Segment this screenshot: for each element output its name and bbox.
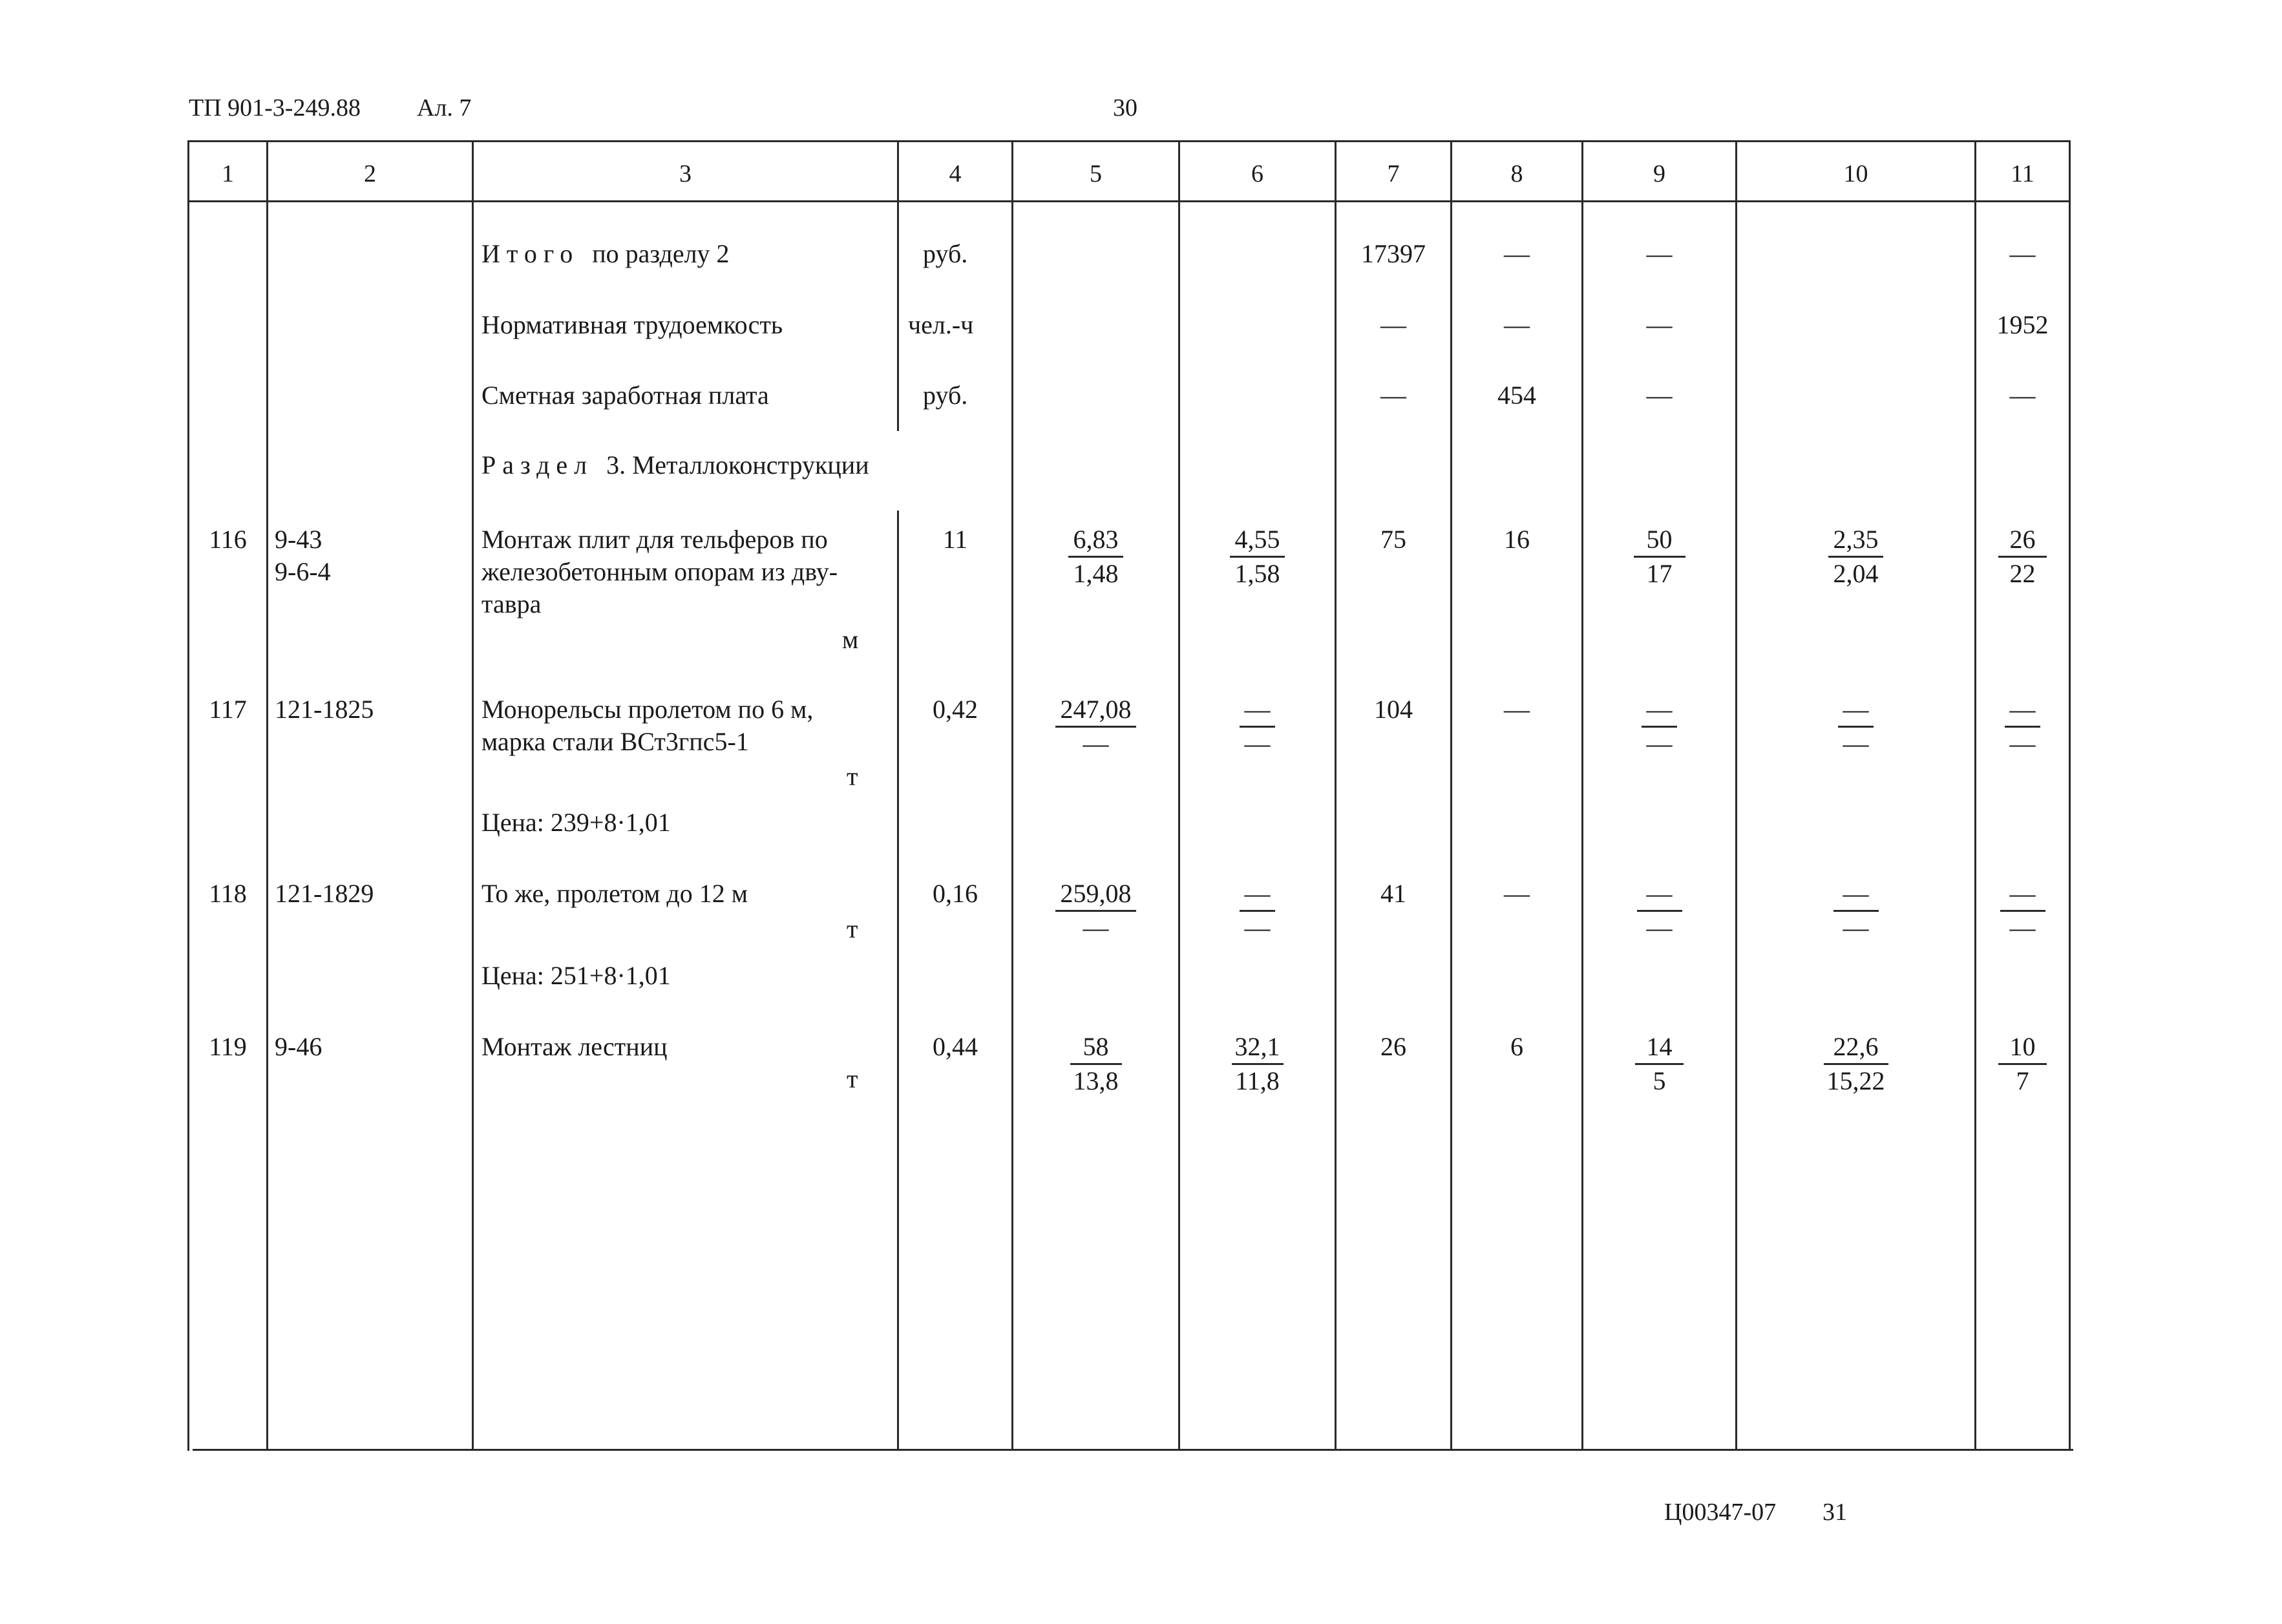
row-c8: 6 (1510, 1032, 1523, 1061)
summary-labor-c9: — (1646, 310, 1673, 339)
row-name: То же, пролетом до 12 м (481, 879, 748, 908)
fraction-top: — (1843, 879, 1869, 908)
summary-wage-c7: — (1380, 381, 1406, 410)
fraction-bottom: 5 (1653, 1066, 1666, 1095)
fraction-bottom: — (1843, 913, 1869, 942)
fraction-bottom: — (1646, 913, 1673, 942)
table-top-border (187, 140, 2069, 142)
row-name: железобетонным опорам из дву- (481, 557, 838, 586)
footer-sheet-number: 31 (1822, 1499, 1847, 1526)
row-c5-fraction (1013, 878, 1178, 944)
row-name: Монтаж лестниц (481, 1032, 668, 1061)
row-unit: т (847, 914, 858, 944)
row-c7: 75 (1380, 525, 1406, 554)
col-line (266, 140, 268, 1451)
section-heading-spaced: Раздел (481, 450, 594, 480)
column-number: 7 (1387, 160, 1400, 187)
row-unit: т (847, 1064, 858, 1093)
row-unit: т (847, 762, 858, 791)
row-c8: — (1504, 879, 1530, 908)
document-code: ТП 901-3-249.88 (189, 94, 361, 121)
row-name: марка стали ВСт3гпс5-1 (481, 727, 749, 756)
row-c6-fraction (1180, 1031, 1335, 1097)
column-number: 4 (949, 160, 962, 187)
row-code: 9-6-4 (275, 557, 331, 586)
summary-total-c9: — (1646, 239, 1673, 268)
row-name: тавра (481, 589, 542, 618)
row-c5-fraction (1013, 1031, 1178, 1097)
column-number: 11 (2011, 160, 2034, 187)
fraction-top: — (2009, 695, 2036, 724)
row-number: 119 (209, 1032, 247, 1061)
fraction-top: — (1646, 879, 1673, 908)
summary-total-label-rest: по разделу 2 (592, 239, 730, 268)
row-unit: м (842, 625, 859, 654)
row-number: 117 (209, 695, 247, 724)
summary-wage-c9: — (1646, 381, 1673, 410)
col-line (897, 511, 899, 1451)
summary-labor-c11: 1952 (1996, 310, 2049, 339)
page-number: 30 (1113, 94, 1137, 121)
fraction-top: 14 (1646, 1032, 1673, 1061)
row-c7: 26 (1380, 1032, 1406, 1061)
fraction-bottom: 1,58 (1234, 559, 1280, 588)
row-c5-fraction (1013, 693, 1178, 760)
row-c10-fraction (1737, 523, 1974, 590)
fraction-bottom: 13,8 (1073, 1066, 1119, 1095)
section-heading (481, 449, 869, 481)
fraction-bottom: 17 (1646, 559, 1673, 588)
summary-total-c11: — (2009, 239, 2036, 268)
row-c10-fraction (1737, 1031, 1974, 1097)
fraction-top: 247,08 (1060, 695, 1132, 724)
column-number: 9 (1653, 160, 1665, 187)
header-row-border (187, 200, 2069, 202)
fraction-top: 32,1 (1234, 1032, 1280, 1061)
table-bottom-border (193, 1449, 2073, 1451)
row-number: 116 (209, 525, 247, 554)
row-quantity: 0,42 (933, 695, 978, 724)
column-number: 2 (364, 160, 376, 187)
column-number: 3 (679, 160, 692, 187)
row-c10-fraction (1737, 693, 1974, 760)
row-number: 118 (209, 879, 247, 908)
summary-labor-label: Нормативная трудоемкость (481, 310, 783, 339)
column-number: 10 (1843, 160, 1868, 187)
column-number: 1 (222, 160, 234, 187)
row-c7: 104 (1374, 695, 1413, 724)
row-c6-fraction (1180, 878, 1335, 944)
fraction-bottom: — (1244, 729, 1271, 758)
row-c6-fraction (1180, 523, 1335, 590)
row-quantity: 11 (942, 525, 968, 554)
fraction-bottom: — (2009, 913, 2036, 942)
row-c5-fraction (1013, 523, 1178, 590)
row-c7: 41 (1380, 879, 1406, 908)
fraction-top: 4,55 (1234, 525, 1280, 554)
fraction-top: 6,83 (1073, 525, 1119, 554)
fraction-bottom: — (1083, 729, 1109, 758)
row-c6-fraction (1180, 693, 1335, 760)
summary-total-label (481, 238, 730, 270)
fraction-bottom: — (1843, 729, 1869, 758)
column-number: 6 (1251, 160, 1263, 187)
row-c11-fraction (1976, 693, 2069, 760)
row-quantity: 0,16 (933, 879, 978, 908)
column-number: 5 (1090, 160, 1102, 187)
col-line (1178, 140, 1180, 1451)
fraction-top: 10 (2009, 1032, 2036, 1061)
footer-code: Ц00347-07 (1664, 1499, 1777, 1526)
col-line (472, 140, 474, 1451)
row-c8: 16 (1504, 525, 1530, 554)
fraction-bottom: — (1646, 729, 1673, 758)
fraction-top: — (1843, 695, 1869, 724)
col-line (1011, 140, 1013, 1451)
summary-wage-unit: руб. (923, 381, 968, 410)
summary-labor-unit: чел.-ч (908, 310, 974, 339)
col-line (187, 140, 189, 1451)
col-line (1735, 140, 1737, 1451)
row-c11-fraction (1976, 878, 2069, 944)
fraction-top: 22,6 (1833, 1032, 1879, 1061)
fraction-bottom: — (1083, 913, 1109, 942)
row-quantity: 0,44 (933, 1032, 978, 1061)
fraction-top: — (1244, 695, 1271, 724)
fraction-top: — (2009, 879, 2036, 908)
fraction-bottom: 15,22 (1826, 1066, 1885, 1095)
fraction-top: 50 (1646, 525, 1673, 554)
row-c9-fraction (1583, 1031, 1735, 1097)
row-price: Цена: 239+8·1,01 (481, 808, 671, 837)
fraction-bottom: 22 (2009, 559, 2036, 588)
summary-wage-label: Сметная заработная плата (481, 381, 769, 410)
summary-total-c8: — (1504, 239, 1530, 268)
row-c9-fraction (1583, 693, 1735, 760)
fraction-bottom: 7 (2016, 1066, 2029, 1095)
row-code: 121-1825 (275, 695, 374, 724)
album-number: Ал. 7 (417, 94, 472, 121)
row-code: 9-46 (275, 1032, 322, 1061)
summary-wage-c8: 454 (1497, 381, 1536, 410)
fraction-bottom: — (1244, 913, 1271, 942)
summary-labor-c7: — (1380, 310, 1406, 339)
fraction-bottom: 2,04 (1833, 559, 1879, 588)
row-code: 121-1829 (275, 879, 374, 908)
fraction-bottom: 11,8 (1235, 1066, 1280, 1095)
col-line (2069, 140, 2071, 1451)
summary-total-label-spaced: Итого (481, 239, 580, 268)
fraction-top: 2,35 (1833, 525, 1879, 554)
row-c9-fraction (1583, 878, 1735, 944)
fraction-top: 26 (2009, 525, 2036, 554)
column-number: 8 (1510, 160, 1523, 187)
row-c9-fraction (1583, 523, 1735, 590)
row-name: Монорельсы пролетом по 6 м, (481, 695, 814, 724)
row-c8: — (1504, 695, 1530, 724)
section-heading-rest: 3. Металлоконструкции (606, 450, 869, 480)
fraction-bottom: — (2009, 729, 2036, 758)
row-c11-fraction (1976, 523, 2069, 590)
fraction-top: 259,08 (1060, 879, 1132, 908)
fraction-top: — (1646, 695, 1673, 724)
fraction-top: 58 (1083, 1032, 1109, 1061)
summary-labor-c8: — (1504, 310, 1530, 339)
summary-total-c7: 17397 (1361, 239, 1426, 268)
summary-total-unit: руб. (923, 239, 968, 268)
row-price: Цена: 251+8·1,01 (481, 961, 671, 990)
fraction-bottom: 1,48 (1073, 559, 1119, 588)
row-c11-fraction (1976, 1031, 2069, 1097)
row-c10-fraction (1737, 878, 1974, 944)
row-name: Монтаж плит для тельферов по (481, 525, 828, 554)
fraction-top: — (1244, 879, 1271, 908)
row-code: 9-43 (275, 525, 322, 554)
summary-wage-c11: — (2009, 381, 2036, 410)
